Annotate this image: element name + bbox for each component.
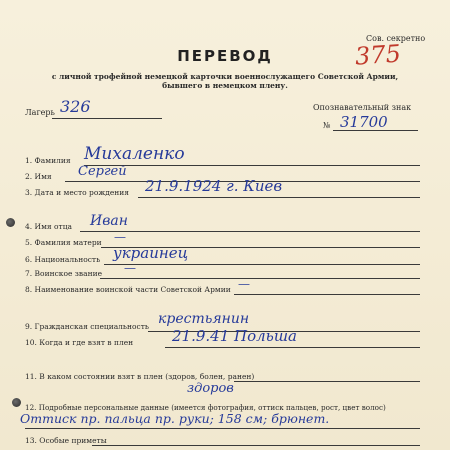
field-5-value: — xyxy=(114,230,126,244)
field-9-value: крестьянин xyxy=(158,311,250,327)
field-7-underline xyxy=(100,278,420,279)
field-2-label: 2. Имя xyxy=(25,172,52,181)
field-9-label: 9. Гражданская специальность xyxy=(25,322,149,331)
field-12-value: Оттиск пр. пальца пр. руки; 158 см; брюнет. xyxy=(20,411,330,426)
field-7-label: 7. Воинское звание xyxy=(25,269,103,278)
field-3-underline xyxy=(138,197,420,198)
field-13-underline xyxy=(92,445,420,446)
field-3-value: 21.9.1924 г. Киев xyxy=(145,177,283,195)
field-8-underline xyxy=(234,294,420,295)
field-2-value: Сергей xyxy=(78,164,127,179)
classification-label: Сов. секретно xyxy=(366,34,426,43)
field-12-label: 12. Подробные персональные данные (имеется фотография, оттиск пальцев, рост, цвет волос) xyxy=(25,403,386,412)
field-8-value: — xyxy=(238,277,250,291)
camp-label: Лагерь xyxy=(25,108,55,117)
field-1-label: 1. Фамилия xyxy=(25,156,71,165)
field-13-label: 13. Особые приметы xyxy=(25,436,107,445)
document-subtitle-2: бывшего в немецком плену. xyxy=(162,81,288,90)
field-5-label: 5. Фамилия матери xyxy=(25,238,102,247)
field-1-underline xyxy=(84,165,420,166)
field-4-value: Иван xyxy=(90,213,128,229)
field-11-value: здоров xyxy=(187,381,234,396)
field-6-label: 6. Национальность xyxy=(25,255,101,264)
field-11-label: 11. В каком состоянии взят в плен (здоров, болен, ранен) xyxy=(25,372,255,381)
camp-value: 326 xyxy=(60,97,91,116)
field-7-value: — xyxy=(124,261,136,275)
field-10-label: 10. Когда и где взят в плен xyxy=(25,338,134,347)
field-4-label: 4. Имя отца xyxy=(25,222,72,231)
field-3-label: 3. Дата и место рождения xyxy=(25,188,130,197)
field-8-label: 8. Наименование воинской части Советской Армии xyxy=(25,285,231,294)
punch-hole xyxy=(6,218,15,227)
id-mark-label: Опознавательный знак xyxy=(313,103,412,112)
id-mark-number-prefix: № xyxy=(323,121,331,130)
field-4-underline xyxy=(80,231,420,232)
field-11-underline xyxy=(234,381,420,382)
field-12-underline xyxy=(25,428,420,429)
punch-hole xyxy=(12,398,21,407)
document-title: ПЕРЕВОД xyxy=(177,47,273,65)
id-mark-value: 31700 xyxy=(340,113,388,131)
document-subtitle-1: с личной трофейной немецкой карточки военнослужащего Советской Армии, xyxy=(51,72,399,81)
camp-underline xyxy=(52,118,162,119)
field-10-value: 21.9.41 Польша xyxy=(172,327,298,345)
field-1-value: Михаленко xyxy=(84,144,185,164)
field-6-underline xyxy=(104,264,420,265)
field-10-underline xyxy=(165,347,420,348)
field-6-value: украинец xyxy=(113,244,189,262)
red-handwritten-number: 375 xyxy=(354,39,402,71)
